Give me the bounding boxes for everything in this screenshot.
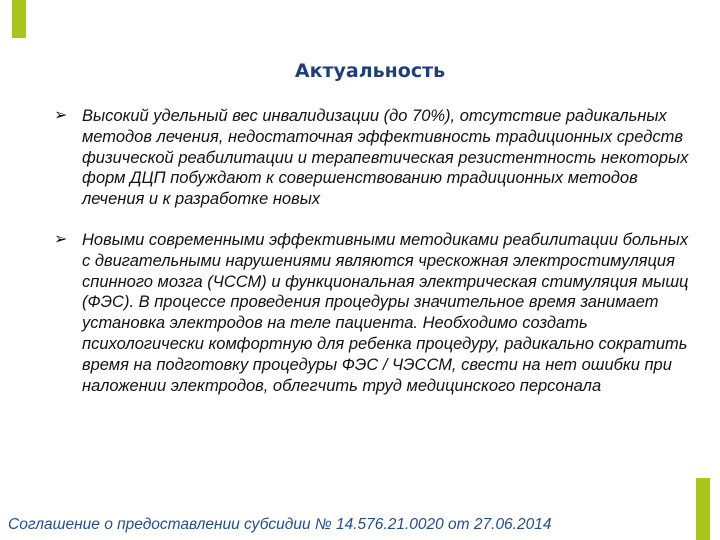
slide-title: Актуальность (294, 60, 446, 82)
bullet-text: Новыми современными эффективными методиками реабилитации больных с двигательными нарушениями являются чрескожная электростимуляция спинного мозга (ЧССМ) и функциональная электрическая стимуляция мышц (ФЭС). В процессе проведения процедуры значительное время занимает установка электродов на теле пациента. Необходимо создать психологически комфортную для ребенка процедуру, радикально сократить время на подготовку процедуры ФЭС / ЧЭССМ, свести на нет ошибки при наложении электродов, облегчить труд медицинского персонала (82, 230, 689, 395)
bullet-text: Высокий удельный вес инвалидизации (до 70%), отсутствие радикальных методов лечения, недостаточная эффективность традиционных средств физической реабилитации и терапевтическая резистентность некоторых форм ДЦП побуждают к совершенствованию традиционных методов лечения и к разработке новых (82, 107, 689, 209)
footer-note: Соглашение о предоставлении субсидии № 14.576.21.0020 от 27.06.2014 (8, 516, 552, 533)
arrow-bullet-icon: ➢ (54, 107, 68, 124)
bullet-item (54, 106, 694, 210)
arrow-bullet-icon: ➢ (54, 230, 68, 248)
bullet-item (54, 230, 694, 396)
accent-bar-top (12, 0, 26, 38)
accent-bar-bottom (696, 478, 710, 540)
bullet-list (54, 106, 694, 396)
